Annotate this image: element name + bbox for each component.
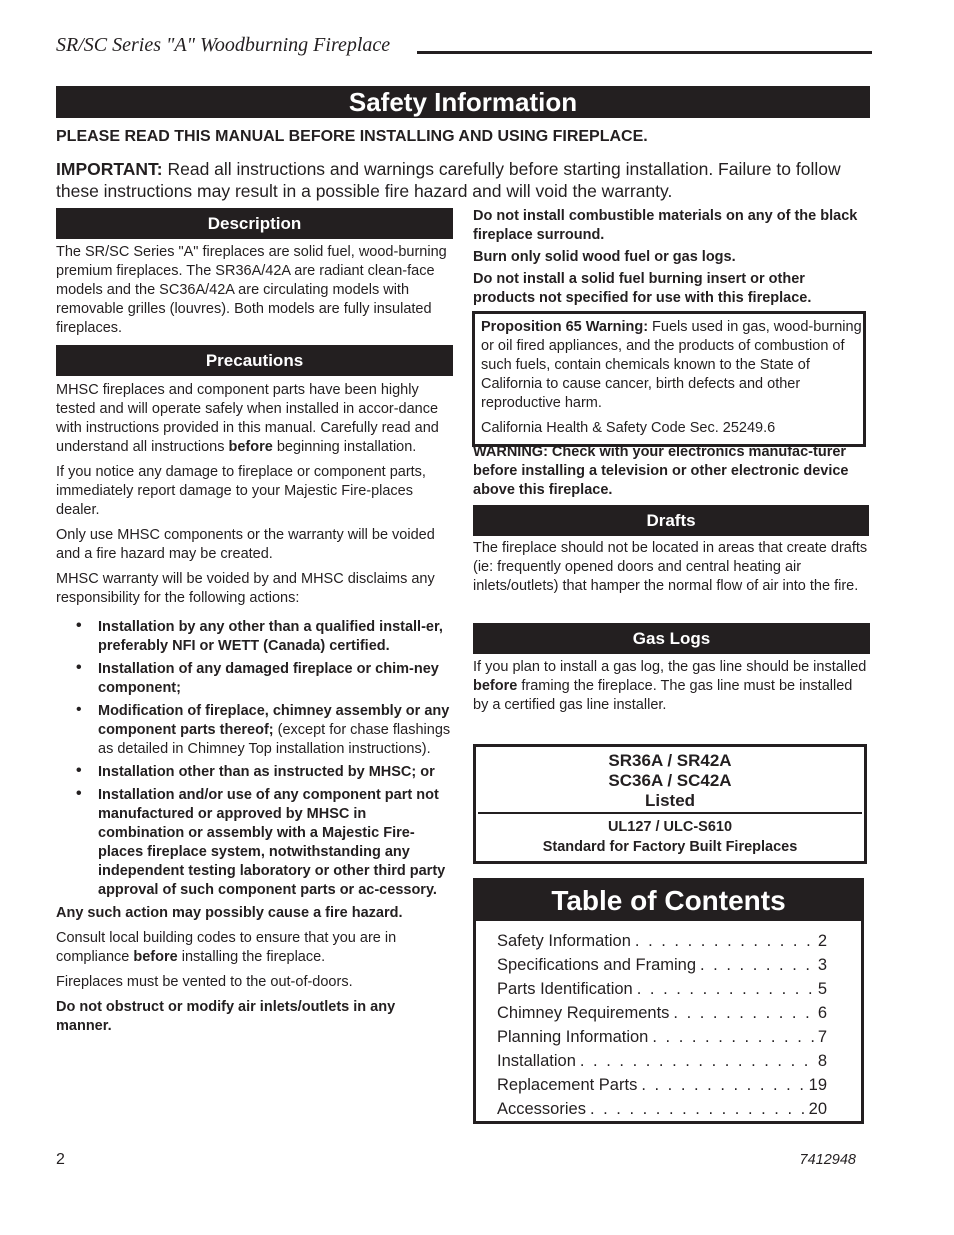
codes-text-end: installing the fireplace. — [177, 949, 326, 965]
toc-leader — [633, 977, 818, 1001]
voiding-actions-list — [56, 618, 453, 900]
precautions-paragraph-3: Only use MHSC components or the warranty will be voided and a fire hazard may be created. — [56, 527, 435, 562]
toc-page: 5 — [817, 980, 827, 998]
toc-page: 6 — [817, 1004, 827, 1022]
listing-divider — [478, 812, 862, 814]
document-number: 7412948 — [799, 1152, 856, 1168]
listing-standard-code: UL127 / ULC-S610 — [607, 819, 733, 835]
gas-logs-bold: before — [473, 678, 518, 694]
prop65-box — [472, 311, 866, 447]
toc-label: Planning Information — [497, 1028, 649, 1046]
drafts-text: The fireplace should not be located in areas that create drafts (ie: frequently opened doors and central heating air inlets/outlets) that hamper the normal flow of air into the fire. — [473, 540, 868, 594]
toc-page: 7 — [817, 1028, 827, 1046]
fuel-warning: Burn only solid wood fuel or gas logs. — [473, 249, 736, 265]
fire-hazard-warning: Any such action may possibly cause a fire hazard. — [56, 905, 403, 921]
electronics-warning-text: WARNING: Check with your electronics manufac-turer before installing a television or other electronic device above this fireplace. — [473, 444, 849, 498]
toc-entry[interactable] — [497, 953, 827, 977]
toc-list — [497, 929, 827, 1121]
listed-model-sr: SR36A / SR42A — [608, 751, 732, 770]
prop65-code: California Health & Safety Code Sec. 25249.6 — [481, 420, 776, 436]
toc-page: 8 — [817, 1052, 827, 1070]
toc-label: Replacement Parts — [497, 1076, 638, 1094]
precautions-heading: Precautions — [56, 345, 453, 376]
precautions-paragraph-4: MHSC warranty will be voided by and MHSC disclaims any responsibility for the following actions: — [56, 571, 435, 606]
p1-bold: before — [228, 439, 273, 455]
list-item: • Installation of any damaged fireplace or chim-ney component; — [56, 660, 453, 698]
description-heading: Description — [56, 208, 453, 239]
important-label: IMPORTANT: — [56, 159, 163, 179]
listed-models — [476, 747, 864, 811]
gas-logs-heading: Gas Logs — [473, 623, 870, 654]
table-of-contents — [473, 878, 864, 1124]
toc-leader — [631, 929, 818, 953]
toc-leader — [637, 1073, 808, 1097]
listed-model-sc: SC36A / SC42A — [608, 771, 732, 790]
toc-label: Safety Information — [497, 932, 631, 950]
list-item — [56, 702, 453, 759]
toc-label: Chimney Requirements — [497, 1004, 670, 1022]
gas-logs-text — [473, 658, 870, 715]
running-header: SR/SC Series "A" Woodburning Fireplace — [56, 34, 391, 56]
listing-standard — [476, 817, 864, 857]
toc-label: Installation — [497, 1052, 576, 1070]
toc-heading: Table of Contents — [476, 881, 861, 921]
right-warnings — [473, 207, 870, 314]
toc-entry[interactable] — [497, 929, 827, 953]
listed-label: Listed — [644, 791, 696, 810]
header-rule — [417, 51, 872, 54]
list-item-extra: (except for chase flashings as detailed in Chimney Top installation instructions). — [98, 722, 451, 757]
codes-text: Consult local building codes to ensure that you are in compliance — [56, 930, 397, 965]
toc-leader — [648, 1025, 817, 1049]
toc-page: 20 — [808, 1100, 827, 1118]
toc-leader — [669, 1001, 817, 1025]
important-notice — [56, 158, 876, 202]
toc-leader — [576, 1049, 818, 1073]
toc-page: 3 — [817, 956, 827, 974]
important-text: Read all instructions and warnings carefully before starting installation. Failure to follow these instructions may result in a possible fire hazard and will void the warranty. — [56, 159, 841, 201]
p1-text: MHSC fireplaces and component parts have been highly tested and will operate safely when installed in accor-dance with instructions provided in this manual. Carefully read and understand all instructions — [56, 382, 439, 455]
precautions-paragraph-2: If you notice any damage to fireplace or component parts, immediately report damage to your Majestic Fire-places dealer. — [56, 464, 426, 518]
page-number: 2 — [56, 1151, 65, 1168]
list-item: • Installation other than as instructed by MHSC; or — [56, 763, 453, 782]
prop65-label: Proposition 65 Warning: — [481, 319, 649, 335]
building-codes-note — [56, 929, 453, 967]
codes-bold: before — [133, 949, 178, 965]
gas-logs-section — [473, 623, 870, 721]
toc-leader — [586, 1097, 809, 1121]
drafts-section — [473, 505, 869, 602]
description-section — [56, 208, 453, 344]
listing-standard-name: Standard for Factory Built Fireplaces — [542, 839, 798, 855]
toc-page: 2 — [817, 932, 827, 950]
toc-page: 19 — [808, 1076, 827, 1094]
list-item-bold: Modification of fireplace, chimney assembly or any component parts thereof; — [98, 703, 450, 738]
toc-label: Accessories — [497, 1100, 586, 1118]
prop65-warning — [481, 318, 863, 413]
electronics-warning — [473, 443, 870, 506]
description-text: The SR/SC Series "A" fireplaces are solid fuel, wood-burning premium fireplaces. The SR36A/42A are radiant clean-face models and the SC36A/42A are circulating models with removable grilles (louvres). Both models are fully insulated fireplaces. — [56, 244, 447, 336]
toc-entry[interactable] — [497, 1001, 827, 1025]
precautions-section — [56, 345, 453, 1042]
toc-label: Parts Identification — [497, 980, 633, 998]
venting-note: Fireplaces must be vented to the out-of-doors. — [56, 974, 353, 990]
drafts-heading: Drafts — [473, 505, 869, 536]
list-item: • Installation and/or use of any component part not manufactured or approved by MHSC in combination or assembly with a Majestic Fire-places fireplace system, notwithstanding any independent testing laboratory or other third party approval of such component parts or ac-cessory. — [56, 786, 453, 900]
toc-entry[interactable] — [497, 977, 827, 1001]
prop65-text: Fuels used in gas, wood-burning or oil fired appliances, and the products of combustion of such fuels, contain chemicals known to the State of California to cause cancer, birth defects and other reproductive harm. — [481, 319, 862, 411]
listing-box — [473, 744, 867, 864]
page-title: Safety Information — [56, 86, 870, 118]
precautions-paragraph-1 — [56, 381, 453, 457]
air-inlet-warning: Do not obstruct or modify air inlets/outlets in any manner. — [56, 999, 396, 1034]
p1-text-end: beginning installation. — [272, 439, 417, 455]
gas-logs-text-start: If you plan to install a gas log, the gas line should be installed — [473, 659, 867, 675]
toc-label: Specifications and Framing — [497, 956, 697, 974]
toc-leader — [696, 953, 818, 977]
gas-logs-text-end: framing the fireplace. The gas line must be installed by a certified gas line installer. — [473, 678, 853, 713]
toc-entry[interactable] — [497, 1049, 827, 1073]
insert-warning: Do not install a solid fuel burning insert or other products not specified for use with this fireplace. — [473, 271, 812, 306]
toc-entry[interactable] — [497, 1025, 827, 1049]
surround-warning: Do not install combustible materials on any of the black fireplace surround. — [473, 208, 858, 243]
read-manual-notice: PLEASE READ THIS MANUAL BEFORE INSTALLING AND USING FIREPLACE. — [56, 128, 648, 145]
list-item: • Installation by any other than a qualified install-er, preferably NFI or WETT (Canada) certified. — [56, 618, 453, 656]
toc-entry[interactable] — [497, 1097, 827, 1121]
toc-entry[interactable] — [497, 1073, 827, 1097]
